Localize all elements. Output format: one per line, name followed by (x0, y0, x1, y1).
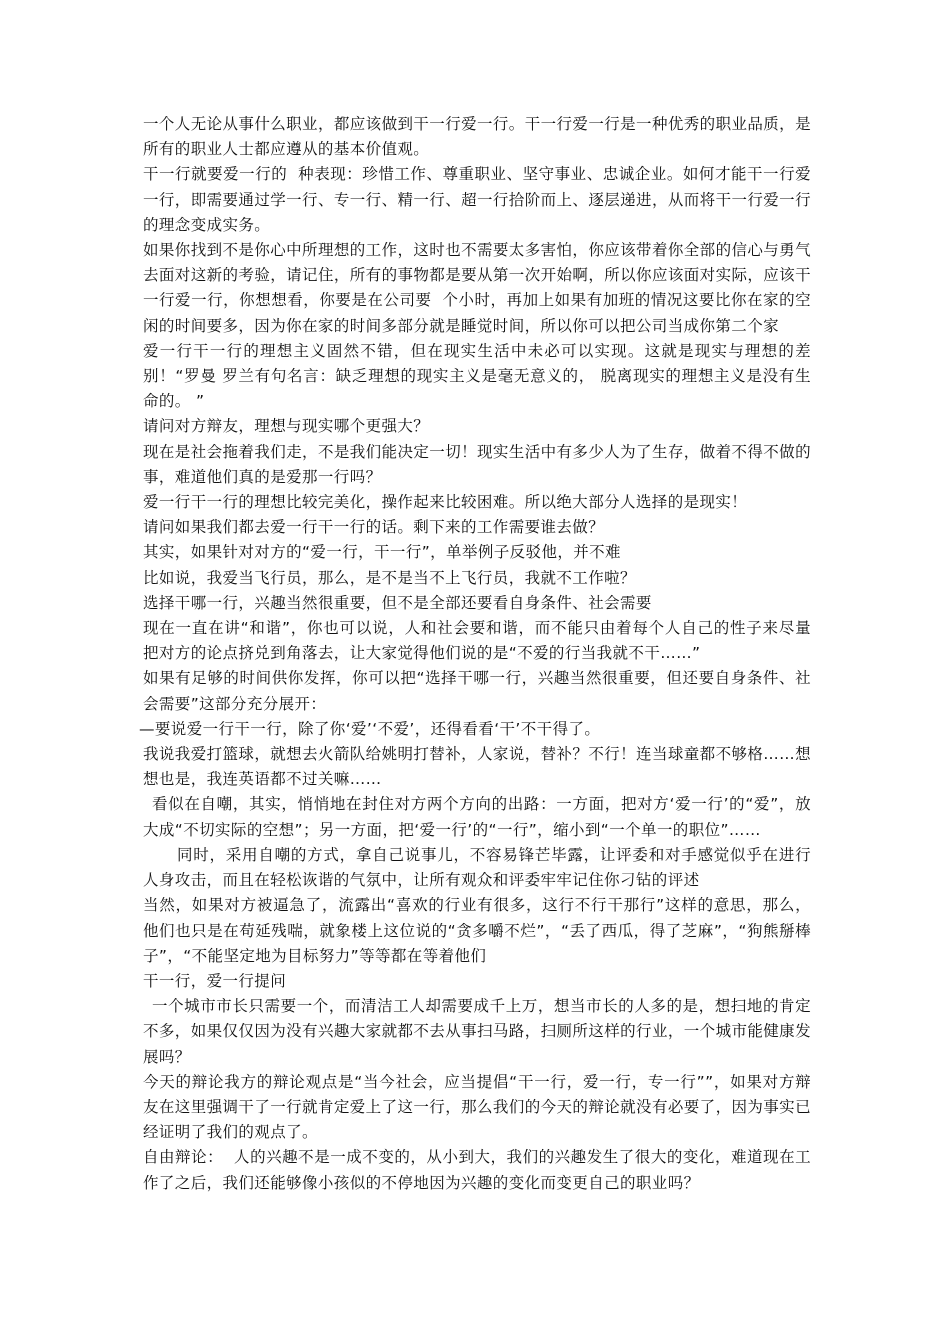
paragraph-3: 如果你找到不是你心中所理想的工作，这时也不需要太多害怕，你应该带着你全部的信心与勇气去面对这新的考验，请记住，所有的事物都是要从第一次开始啊，所以你应该面对实际，应该干一行爱一行，你想想看，你要是在公司要 个小时，再加上如果有加班的情况这要比你在家的空闲的时间要多，因为你在家的时间多部分就是睡觉时间，所以你可以把公司当成你第二个家 (143, 241, 811, 335)
paragraph-10: 比如说，我爱当飞行员，那么，是不是当不上飞行员，我就不工作啦？ (143, 568, 636, 587)
paragraph-7: 爱一行干一行的理想比较完美化，操作起来比较困难。所以绝大部分人选择的是现实！ (143, 493, 748, 512)
section-heading: 干一行，爱一行提问 (143, 971, 287, 990)
paragraph-2: 干一行就要爱一行的 种表现：珍惜工作、尊重职业、坚守事业、忠诚企业。如何才能干一行爱一行，即需要通过学一行、专一行、精一行、超一行拾阶而上、逐层递进，从而将干一行爱一行的理念变成实务。 (143, 165, 811, 234)
paragraph-15: 我说我爱打篮球，就想去火箭队给姚明打替补，人家说，替补？不行！连当球童都不够格……想想也是，我连英语都不过关嘛…… (143, 745, 811, 789)
document-body (139, 112, 811, 1196)
paragraph-16: 看似在自嘲，其实，悄悄地在封住对方两个方向的出路：一方面，把对方‘爱一行’的“爱”，放大成“不切实际的空想”；另一方面，把‘爱一行’的“一行”，缩小到“一个单一的职位”…… (143, 795, 811, 839)
paragraph-19: 一个城市市长只需要一个，而清洁工人却需要成千上万，想当市长的人多的是，想扫地的肯定不多，如果仅仅因为没有兴趣大家就都不去从事扫马路，扫厕所这样的行业，一个城市能健康发展吗？ (143, 997, 811, 1066)
paragraph-11: 选择干哪一行，兴趣当然很重要，但不是全部还要看自身条件、社会需要 (143, 593, 652, 612)
paragraph-18: 当然，如果对方被逼急了，流露出“喜欢的行业有很多，这行不行干那行”这样的意思，那么，他们也只是在苟延残喘，就象楼上这位说的“贪多嚼不烂”，“丢了西瓜，得了芝麻”，“狗熊掰棒子”，“不能坚定地为目标努力”等等都在等着他们 (143, 896, 811, 965)
paragraph-12: 现在一直在讲“和谐”，你也可以说，人和社会要和谐，而不能只由着每个人自己的性子来尽量把对方的论点挤兑到角落去，让大家觉得他们说的是“不爱的行当我就不干……” (143, 619, 811, 663)
paragraph-14: —要说爱一行干一行，除了你‘爱’‘不爱’，还得看看‘干’不干得了。 (139, 719, 601, 738)
paragraph-9: 其实，如果针对对方的“爱一行，干一行”，单举例子反驳他，并不难 (143, 543, 621, 562)
paragraph-17: 同时，采用自嘲的方式，拿自己说事儿，不容易锋芒毕露，让评委和对手感觉似乎在进行人身攻击，而且在轻松诙谐的气氛中，让所有观众和评委牢牢记住你刁钻的评述 (143, 845, 811, 890)
paragraph-8: 请问如果我们都去爱一行干一行的话。剩下来的工作需要谁去做？ (143, 518, 605, 537)
paragraph-21: 自由辩论： 人的兴趣不是一成不变的，从小到大，我们的兴趣发生了很大的变化，难道现在工作了之后，我们还能够像小孩似的不停地因为兴趣的变化而变更自己的职业吗？ (143, 1148, 811, 1192)
paragraph-5: 请问对方辩友，理想与现实哪个更强大？ (143, 417, 430, 436)
paragraph-4: 爱一行干一行的理想主义固然不错，但在现实生活中未必可以实现。这就是现实与理想的差别！“罗曼 罗兰有句名言：缺乏理想的现实主义是毫无意义的， 脱离现实的理想主义是没有生命的。 ” (143, 341, 811, 411)
paragraph-20: 今天的辩论我方的辩论观点是“当今社会，应当提倡“干一行，爱一行，专一行””，如果对方辩友在这里强调干了一行就肯定爱上了这一行，那么我们的今天的辩论就没有必要了，因为事实已经证明了我们的观点了。 (143, 1072, 811, 1142)
paragraph-6: 现在是社会拖着我们走，不是我们能决定一切！现实生活中有多少人为了生存，做着不得不做的事，难道他们真的是爱那一行吗？ (143, 442, 811, 486)
paragraph-13: 如果有足够的时间供你发挥，你可以把“选择干哪一行，兴趣当然很重要，但还要自身条件、社会需要”这部分充分展开： (143, 669, 811, 713)
paragraph-1: 一个人无论从事什么职业，都应该做到干一行爱一行。干一行爱一行是一种优秀的职业品质，是所有的职业人士都应遵从的基本价值观。 (143, 115, 811, 159)
